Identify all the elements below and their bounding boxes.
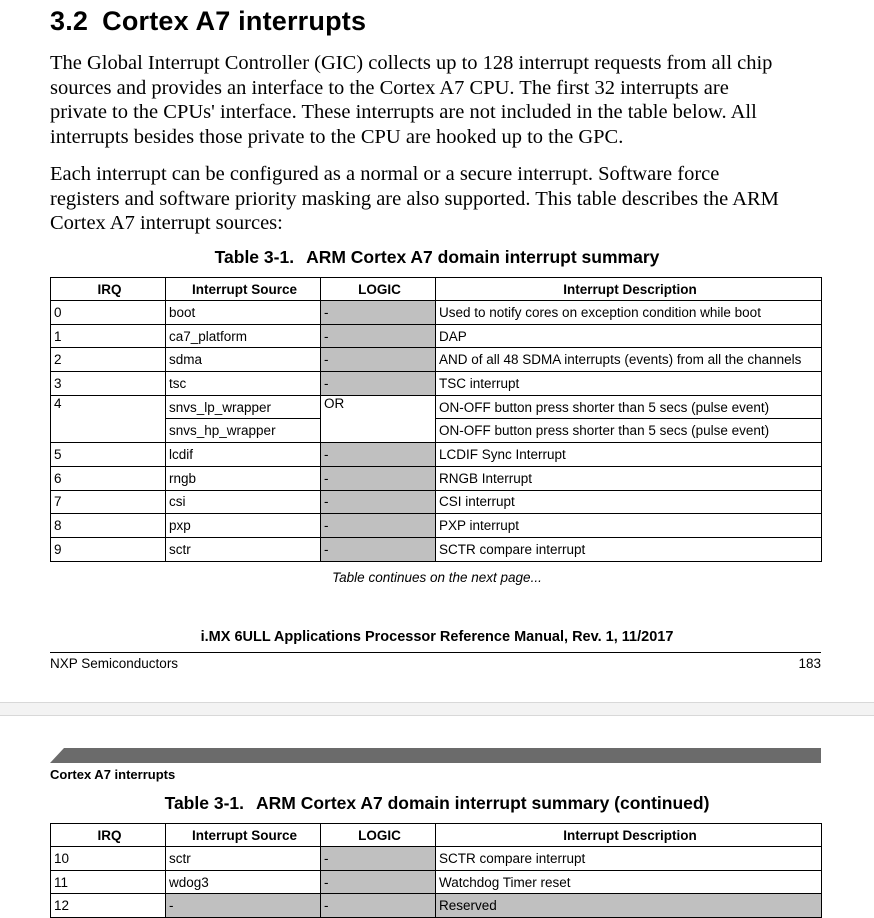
paragraph-line: Cortex A7 interrupt sources: [50, 212, 283, 234]
section-heading [50, 6, 366, 37]
irq-cell: 11 [51, 870, 166, 894]
description-cell: ON-OFF button press shorter than 5 secs (pulse event) [436, 395, 822, 419]
running-head: Cortex A7 interrupts [50, 767, 176, 782]
logic-cell: - [321, 847, 436, 871]
table-row [51, 870, 822, 894]
config-paragraph [50, 162, 840, 236]
paragraph-line: interrupts besides those private to the CPU are hooked up to the GPC. [50, 125, 624, 148]
table-title: ARM Cortex A7 domain interrupt summary [306, 247, 660, 267]
description-cell: Used to notify cores on exception condition while boot [436, 301, 822, 325]
source-cell: snvs_hp_wrapper [166, 419, 321, 443]
logic-cell: - [321, 894, 436, 918]
footer-rule [50, 652, 821, 653]
section-title: Cortex A7 interrupts [102, 6, 367, 36]
logic-cell: OR [321, 395, 436, 442]
header-logic: LOGIC [321, 278, 436, 301]
table-row [51, 466, 822, 490]
logic-cell: - [321, 348, 436, 372]
description-cell: SCTR compare interrupt [436, 847, 822, 871]
table-header-row [51, 824, 822, 847]
section-number: 3.2 [50, 6, 89, 36]
intro-paragraph [50, 51, 840, 149]
footer-page-number: 183 [798, 656, 821, 671]
page-header-banner [50, 748, 821, 763]
source-cell: wdog3 [166, 870, 321, 894]
source-cell: ca7_platform [166, 324, 321, 348]
description-cell: ON-OFF button press shorter than 5 secs (pulse event) [436, 419, 822, 443]
table-title: ARM Cortex A7 domain interrupt summary (continued) [256, 793, 710, 813]
paragraph-line: private to the CPUs' interface. These interrupts are not included in the table below. All [50, 101, 757, 123]
table-continues-note: Table continues on the next page... [332, 570, 542, 585]
table-row [51, 348, 822, 372]
page-break [0, 702, 874, 716]
logic-cell: - [321, 324, 436, 348]
paragraph-line: The Global Interrupt Controller (GIC) collects up to 128 interrupt requests from all chip [50, 52, 773, 74]
irq-cell: 8 [51, 514, 166, 538]
logic-cell: - [321, 301, 436, 325]
source-cell: - [166, 894, 321, 918]
table-row [51, 443, 822, 467]
description-cell: SCTR compare interrupt [436, 537, 822, 561]
source-cell: sctr [166, 847, 321, 871]
description-cell: TSC interrupt [436, 372, 822, 396]
irq-cell: 10 [51, 847, 166, 871]
description-cell: DAP [436, 324, 822, 348]
source-cell: rngb [166, 466, 321, 490]
logic-cell: - [321, 466, 436, 490]
logic-cell: - [321, 537, 436, 561]
paragraph-line: sources and provides an interface to the Cortex A7 CPU. The first 32 interrupts are [50, 76, 729, 99]
table-caption [0, 247, 874, 268]
irq-cell: 9 [51, 537, 166, 561]
source-cell: tsc [166, 372, 321, 396]
source-cell: sctr [166, 537, 321, 561]
irq-cell: 4 [51, 395, 166, 442]
table-label: Table 3-1. [214, 247, 295, 267]
table-row [51, 490, 822, 514]
source-cell: lcdif [166, 443, 321, 467]
irq-cell: 1 [51, 324, 166, 348]
source-cell: snvs_lp_wrapper [166, 395, 321, 419]
irq-cell: 0 [51, 301, 166, 325]
irq-cell: 7 [51, 490, 166, 514]
description-cell: Watchdog Timer reset [436, 870, 822, 894]
table-row [51, 372, 822, 396]
table-row [51, 537, 822, 561]
irq-cell: 6 [51, 466, 166, 490]
irq-cell: 5 [51, 443, 166, 467]
header-irq: IRQ [51, 278, 166, 301]
table-header-row [51, 278, 822, 301]
logic-cell: - [321, 490, 436, 514]
header-description: Interrupt Description [436, 278, 822, 301]
header-logic: LOGIC [321, 824, 436, 847]
description-cell: RNGB Interrupt [436, 466, 822, 490]
source-cell: sdma [166, 348, 321, 372]
interrupt-table [50, 277, 822, 562]
footer-title: i.MX 6ULL Applications Processor Reference Manual, Rev. 1, 11/2017 [200, 629, 674, 645]
logic-cell: - [321, 443, 436, 467]
header-irq: IRQ [51, 824, 166, 847]
irq-cell: 3 [51, 372, 166, 396]
table-label: Table 3-1. [164, 793, 244, 813]
source-cell: boot [166, 301, 321, 325]
description-cell: Reserved [436, 894, 822, 918]
description-cell: PXP interrupt [436, 514, 822, 538]
header-description: Interrupt Description [436, 824, 822, 847]
table-row [51, 847, 822, 871]
description-cell: AND of all 48 SDMA interrupts (events) from all the channels [436, 348, 822, 372]
interrupt-table-continued [50, 823, 822, 918]
logic-cell: - [321, 514, 436, 538]
table-row [51, 324, 822, 348]
header-source: Interrupt Source [166, 824, 321, 847]
table-caption-continued [0, 793, 874, 814]
table-row [51, 514, 822, 538]
footer-company: NXP Semiconductors [50, 656, 179, 671]
irq-cell: 2 [51, 348, 166, 372]
paragraph-line: Each interrupt can be configured as a normal or a secure interrupt. Software force [50, 163, 720, 185]
source-cell: csi [166, 490, 321, 514]
logic-cell: - [321, 870, 436, 894]
header-source: Interrupt Source [166, 278, 321, 301]
table-row [51, 301, 822, 325]
irq-cell: 12 [51, 894, 166, 918]
table-row [51, 419, 822, 443]
table-row [51, 395, 822, 419]
logic-cell: - [321, 372, 436, 396]
description-cell: LCDIF Sync Interrupt [436, 443, 822, 467]
source-cell: pxp [166, 514, 321, 538]
description-cell: CSI interrupt [436, 490, 822, 514]
paragraph-line: registers and software priority masking are also supported. This table describes the ARM [50, 187, 779, 210]
table-row [51, 894, 822, 918]
